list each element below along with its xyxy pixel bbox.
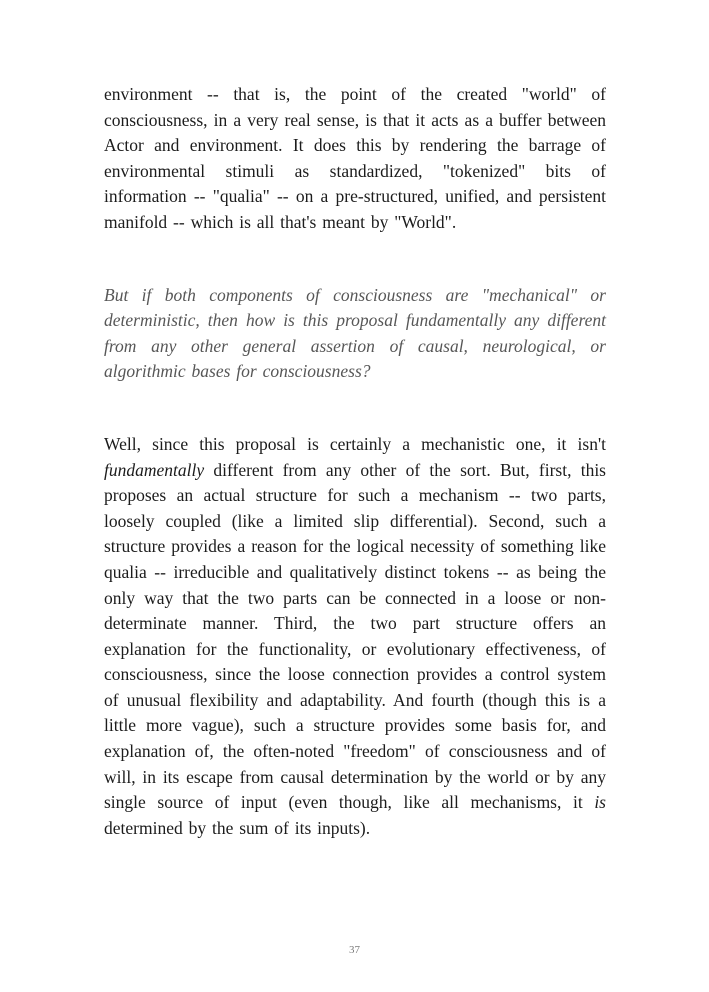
paragraph-answer-text-2: different from any other of the sort. But, first, this proposes an actual structure for such a mechanism -- two parts, loosely coupled (like a limited slip differential). Second, such a structure provides a reason for the logical necessity of something like qualia -- irreducible and qualitatively distinct tokens -- as being the only way that the two parts can be connected in a loose or non-determinate manner. Third, the two part structure offers an explanation for the functionality, or evolutionary effectiveness, of consciousness, since the loose connection provides a control system of unusual flexibility and adaptability. And fourth (though this is a little more vague), such a structure provides some basis for, and explanation of, the often-noted "freedom" of consciousness and of will, in its escape from causal determination by the world or by any single source of input (even though, like all mechanisms, it xyxy=(104,459,606,813)
paragraph-italic-question: But if both components of consciousness are "mechanical" or deterministic, then how is this proposal fundamentally any different from any other general assertion of causal, neurological, or algorithmic bases for consciousness? xyxy=(104,284,606,382)
paragraph-environment-buffer: environment -- that is, the point of the created "world" of consciousness, in a very real sense, is that it acts as a buffer between Actor and environment. It does this by rendering the barrage of environmental stimuli as standardized, "tokenized" bits of information -- "qualia" -- on a pre-structured, unified, and persistent manifold -- which is all that's meant by "World". xyxy=(104,84,606,232)
paragraph-answer-text-3: determined by the sum of its inputs). xyxy=(104,817,371,838)
emphasis-is: is xyxy=(594,792,606,813)
paragraph-answer xyxy=(104,432,606,842)
page-number: 37 xyxy=(349,944,360,956)
text-block xyxy=(104,82,606,888)
paragraph-answer-text-1: Well, since this proposal is certainly a mechanistic one, it isn't xyxy=(104,433,606,454)
emphasis-fundamentally: fundamentally xyxy=(104,459,205,480)
